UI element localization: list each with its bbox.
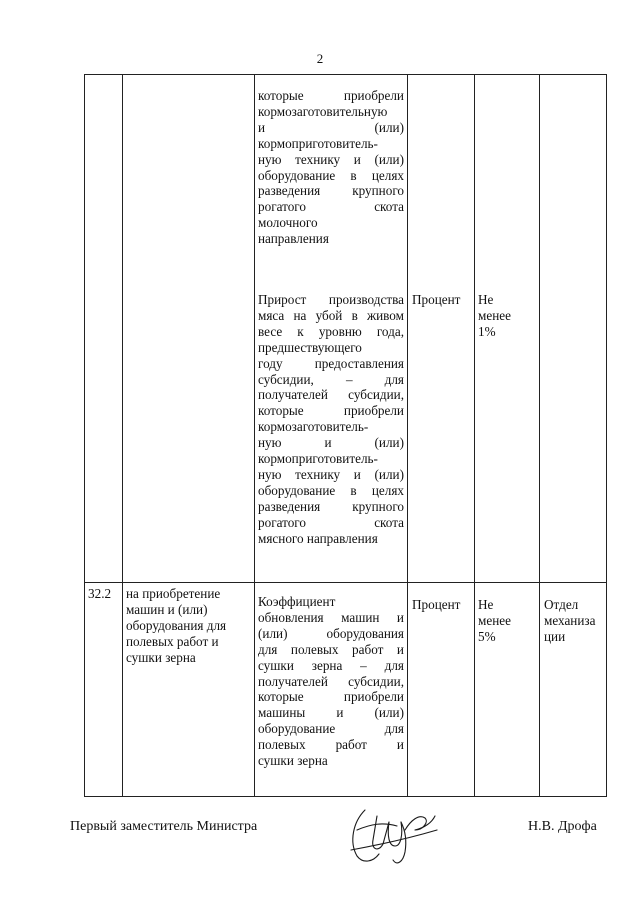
value-cell-32-2 bbox=[478, 597, 536, 645]
text-line: ную технику и (или) bbox=[258, 151, 404, 167]
table-border-left bbox=[84, 74, 85, 797]
indicator-cell-32-2 bbox=[258, 594, 404, 769]
column-divider bbox=[539, 74, 540, 797]
table-border-right bbox=[606, 74, 607, 797]
text-line: 5% bbox=[478, 628, 496, 644]
responsible-cell bbox=[544, 597, 604, 645]
text-line: которые приобрели bbox=[258, 88, 404, 103]
table-border-top bbox=[84, 74, 607, 75]
column-divider bbox=[254, 74, 255, 797]
text-line: обновления машин и bbox=[258, 609, 404, 625]
text-line: молочного bbox=[258, 215, 318, 231]
unit-text: Процент bbox=[412, 597, 461, 612]
text-line: кормоприготовитель- bbox=[258, 451, 378, 467]
text-line: ную и (или) bbox=[258, 435, 404, 451]
row-divider bbox=[84, 582, 607, 583]
text-line: машин и (или) bbox=[126, 601, 208, 617]
text-line: менее bbox=[478, 612, 511, 628]
text-line: которые приобрели bbox=[258, 403, 404, 419]
signatory-name: Н.В. Дрофа bbox=[528, 819, 597, 834]
unit-cell-meat bbox=[412, 292, 472, 308]
text-line: разведения крупного bbox=[258, 183, 404, 199]
text-line: Не bbox=[478, 292, 494, 307]
indicator-cell-meat bbox=[258, 292, 404, 547]
text-line: направления bbox=[258, 231, 329, 247]
text-line: ную технику и (или) bbox=[258, 466, 404, 482]
text-line: для полевых работ и bbox=[258, 641, 404, 657]
text-line: механиза bbox=[544, 612, 596, 628]
text-line: и (или) bbox=[258, 119, 404, 135]
text-line: машины и (или) bbox=[258, 705, 404, 721]
text-line: кормоприготовитель- bbox=[258, 135, 378, 151]
direction-cell bbox=[126, 586, 253, 666]
unit-cell-32-2 bbox=[412, 597, 472, 613]
text-line: получателей субсидии, bbox=[258, 673, 404, 689]
text-line: Отдел bbox=[544, 597, 579, 612]
page-number: 2 bbox=[316, 51, 324, 66]
row-number: 32.2 bbox=[88, 586, 112, 601]
indicator-cell-continuation bbox=[258, 88, 404, 247]
text-line: менее bbox=[478, 307, 511, 323]
indicators-table bbox=[84, 74, 607, 797]
text-line: полевых работ и bbox=[126, 633, 219, 649]
text-line: разведения крупного bbox=[258, 498, 404, 514]
handwritten-signature bbox=[343, 800, 441, 870]
text-line: рогатого скота bbox=[258, 199, 404, 215]
text-line: оборудования для bbox=[126, 617, 227, 633]
text-line: кормозаготовительную bbox=[258, 103, 388, 119]
row-number-cell bbox=[88, 586, 120, 602]
text-line: оборудование в целях bbox=[258, 167, 404, 183]
text-line: Прирост производства bbox=[258, 292, 404, 307]
text-line: которые приобрели bbox=[258, 689, 404, 705]
text-line: кормозаготовитель- bbox=[258, 419, 369, 435]
text-line: субсидии, – для bbox=[258, 371, 404, 387]
text-line: на приобретение bbox=[126, 586, 221, 601]
column-divider bbox=[474, 74, 475, 797]
signatory-position: Первый заместитель Министра bbox=[70, 819, 258, 834]
value-cell-meat bbox=[478, 292, 536, 340]
text-line: предшествующего bbox=[258, 339, 362, 355]
text-line: оборудование для bbox=[258, 721, 404, 737]
text-line: (или) оборудования bbox=[258, 625, 404, 641]
unit-text: Процент bbox=[412, 292, 461, 307]
text-line: весе к уровню года, bbox=[258, 323, 404, 339]
column-divider bbox=[122, 74, 123, 797]
text-line: сушки зерна – для bbox=[258, 657, 404, 673]
text-line: Коэффициент bbox=[258, 594, 336, 609]
text-line: мясного направления bbox=[258, 530, 378, 546]
text-line: рогатого скота bbox=[258, 514, 404, 530]
text-line: сушки зерна bbox=[258, 753, 328, 769]
text-line: сушки зерна bbox=[126, 649, 196, 665]
text-line: полевых работ и bbox=[258, 737, 404, 753]
text-line: получателей субсидии, bbox=[258, 387, 404, 403]
text-line: Не bbox=[478, 597, 494, 612]
text-line: году предоставления bbox=[258, 355, 404, 371]
column-divider bbox=[407, 74, 408, 797]
text-line: мяса на убой в живом bbox=[258, 307, 404, 323]
text-line: ции bbox=[544, 628, 566, 644]
text-line: 1% bbox=[478, 323, 496, 339]
table-border-bottom bbox=[84, 796, 607, 797]
text-line: оборудование в целях bbox=[258, 482, 404, 498]
